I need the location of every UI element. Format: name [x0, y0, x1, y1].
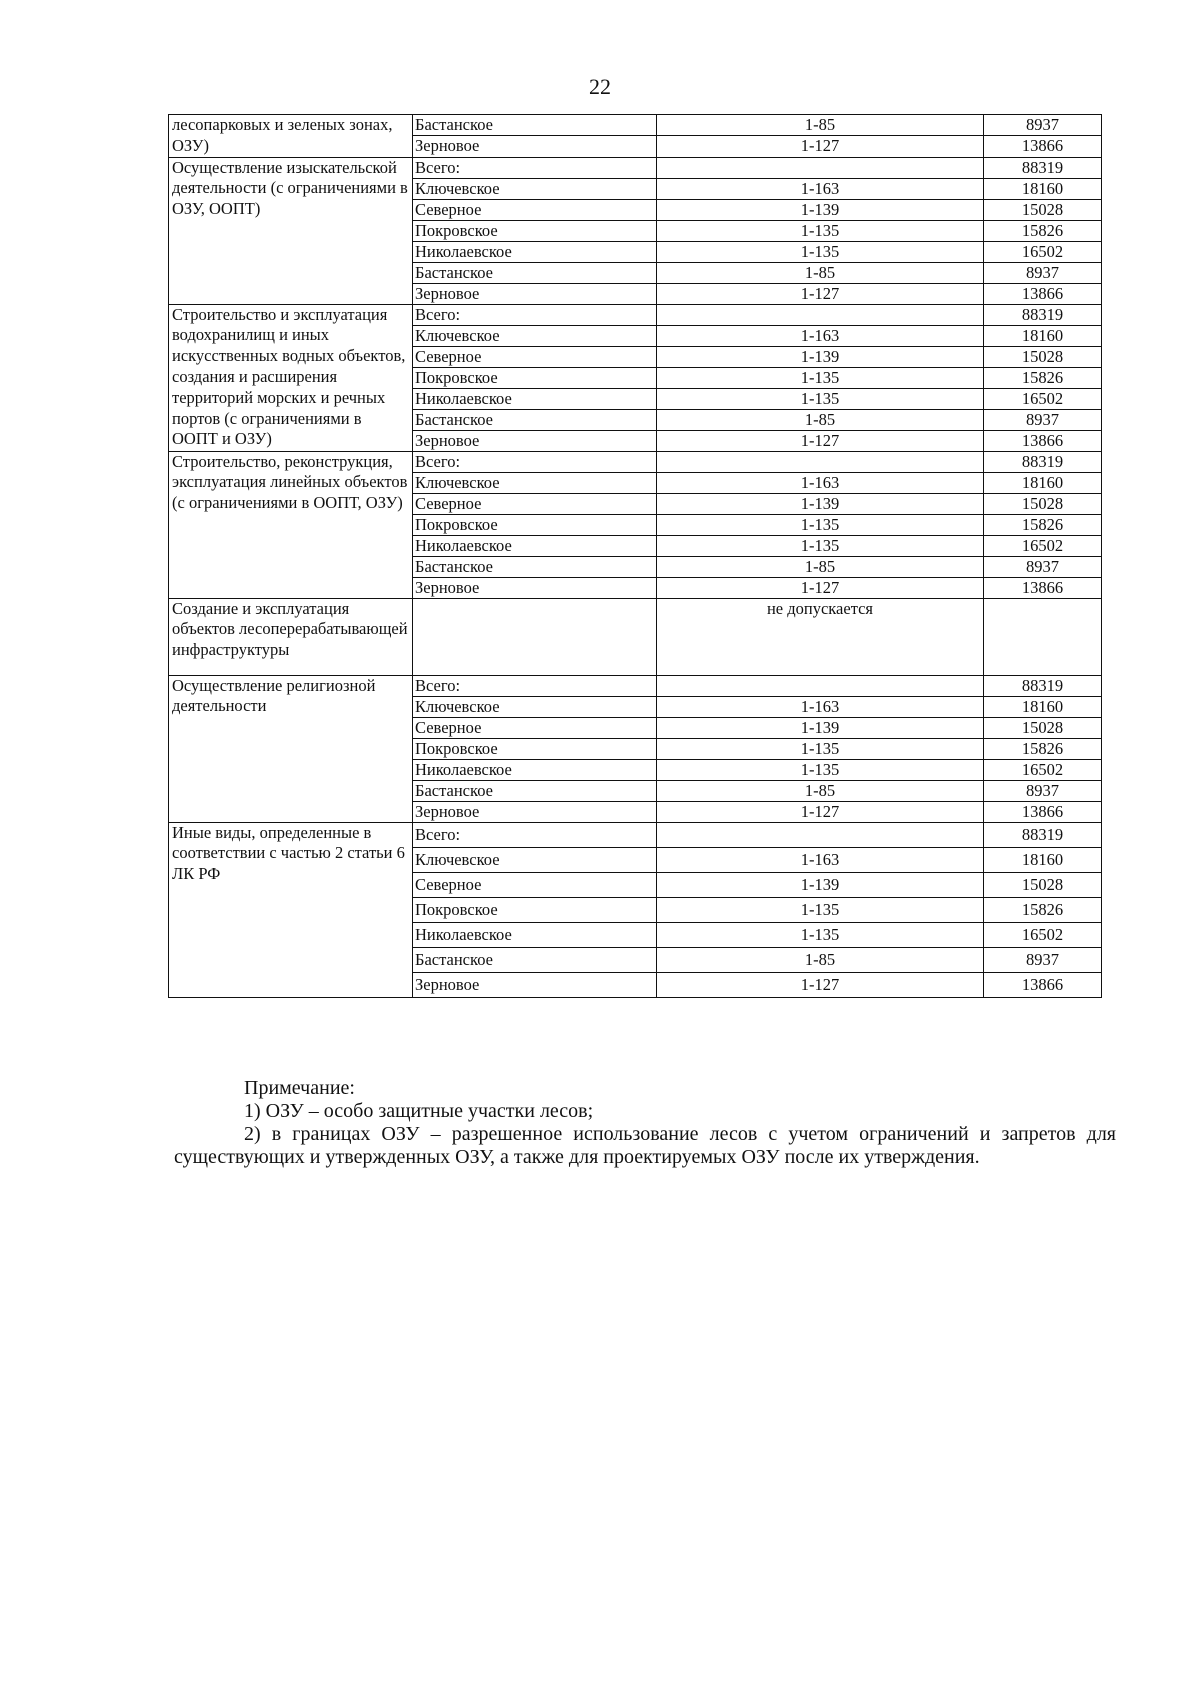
page-number: 22	[589, 74, 611, 99]
forestry-cell: Всего:	[413, 304, 657, 325]
area-cell: 13866	[984, 136, 1102, 157]
table-row	[169, 598, 1102, 675]
quarters-cell: 1-135	[657, 535, 984, 556]
forestry-cell: Северное	[413, 346, 657, 367]
forestry-cell: Бастанское	[413, 947, 657, 972]
quarters-cell: 1-127	[657, 577, 984, 598]
area-cell: 16502	[984, 759, 1102, 780]
forestry-cell: Ключевское	[413, 325, 657, 346]
area-cell: 8937	[984, 115, 1102, 136]
forestry-cell: Северное	[413, 199, 657, 220]
area-cell: 15826	[984, 220, 1102, 241]
area-cell: 16502	[984, 922, 1102, 947]
forestry-cell: Покровское	[413, 514, 657, 535]
note-item-2: 2) в границах ОЗУ – разрешенное использование лесов с учетом ограничений и запретов для существующих и утвержденных ОЗУ, а также для проектируемых ОЗУ после их утверждения.	[174, 1123, 1116, 1168]
forestry-cell: Северное	[413, 872, 657, 897]
area-cell: 88319	[984, 304, 1102, 325]
area-cell: 15826	[984, 367, 1102, 388]
forestry-cell: Всего:	[413, 822, 657, 847]
quarters-cell: 1-139	[657, 872, 984, 897]
area-cell: 88319	[984, 157, 1102, 178]
forestry-cell: Бастанское	[413, 262, 657, 283]
area-cell: 16502	[984, 535, 1102, 556]
table-row	[169, 115, 1102, 136]
quarters-cell: 1-127	[657, 430, 984, 451]
forestry-cell: Зерновое	[413, 283, 657, 304]
area-cell: 88319	[984, 675, 1102, 696]
forestry-cell: Зерновое	[413, 801, 657, 822]
forestry-cell: Зерновое	[413, 577, 657, 598]
area-cell: 18160	[984, 178, 1102, 199]
area-cell: 8937	[984, 780, 1102, 801]
forestry-cell: Зерновое	[413, 972, 657, 997]
quarters-cell: 1-85	[657, 115, 984, 136]
quarters-cell	[657, 304, 984, 325]
area-cell: 18160	[984, 696, 1102, 717]
quarters-cell: 1-163	[657, 472, 984, 493]
quarters-cell: 1-163	[657, 696, 984, 717]
forestry-cell: Всего:	[413, 675, 657, 696]
area-cell: 8937	[984, 262, 1102, 283]
quarters-cell	[657, 157, 984, 178]
forestry-cell: Ключевское	[413, 696, 657, 717]
area-cell: 15028	[984, 199, 1102, 220]
area-cell: 15028	[984, 872, 1102, 897]
quarters-cell: 1-163	[657, 325, 984, 346]
area-cell: 18160	[984, 472, 1102, 493]
notes-title: Примечание:	[244, 1077, 355, 1099]
area-cell: 88319	[984, 822, 1102, 847]
quarters-cell	[657, 451, 984, 472]
forestry-cell: Бастанское	[413, 409, 657, 430]
quarters-cell: 1-85	[657, 262, 984, 283]
forestry-cell: Всего:	[413, 451, 657, 472]
activity-cell: Иные виды, определенные в соответствии с частью 2 статьи 6 ЛК РФ	[169, 822, 413, 997]
forestry-cell	[413, 598, 657, 675]
area-cell: 18160	[984, 847, 1102, 872]
forestry-cell: Всего:	[413, 157, 657, 178]
forestry-cell: Северное	[413, 493, 657, 514]
quarters-cell: 1-139	[657, 199, 984, 220]
area-cell	[984, 598, 1102, 675]
area-cell: 15826	[984, 514, 1102, 535]
quarters-cell: 1-135	[657, 241, 984, 262]
area-cell: 13866	[984, 283, 1102, 304]
activity-cell: Осуществление изыскательской деятельности (с ограничениями в ОЗУ, ООПТ)	[169, 157, 413, 304]
quarters-cell: 1-85	[657, 947, 984, 972]
forestry-cell: Бастанское	[413, 115, 657, 136]
quarters-cell: 1-135	[657, 220, 984, 241]
activity-cell: Осуществление религиозной деятельности	[169, 675, 413, 822]
quarters-cell: 1-127	[657, 972, 984, 997]
table-row	[169, 451, 1102, 472]
forestry-cell: Покровское	[413, 367, 657, 388]
quarters-cell: 1-135	[657, 514, 984, 535]
table-row	[169, 304, 1102, 325]
area-cell: 15826	[984, 738, 1102, 759]
forestry-cell: Николаевское	[413, 922, 657, 947]
forestry-cell: Ключевское	[413, 847, 657, 872]
quarters-cell: 1-85	[657, 780, 984, 801]
activity-cell: Строительство и эксплуатация водохранилищ и иных искусственных водных объектов, создания и расширения территорий морских и речных портов (с ограничениями в ООПТ и ОЗУ)	[169, 304, 413, 451]
area-cell: 15028	[984, 346, 1102, 367]
forestry-cell: Николаевское	[413, 241, 657, 262]
table-row	[169, 157, 1102, 178]
quarters-cell: 1-139	[657, 346, 984, 367]
quarters-cell: 1-127	[657, 801, 984, 822]
forestry-cell: Зерновое	[413, 430, 657, 451]
forestry-cell: Покровское	[413, 220, 657, 241]
forestry-cell: Бастанское	[413, 556, 657, 577]
quarters-cell: 1-127	[657, 136, 984, 157]
area-cell: 15028	[984, 493, 1102, 514]
quarters-cell: 1-139	[657, 717, 984, 738]
area-cell: 15028	[984, 717, 1102, 738]
forestry-cell: Бастанское	[413, 780, 657, 801]
forestry-cell: Николаевское	[413, 388, 657, 409]
quarters-cell: 1-163	[657, 847, 984, 872]
forestry-cell: Покровское	[413, 738, 657, 759]
area-cell: 13866	[984, 801, 1102, 822]
notes-section	[174, 1077, 1116, 1169]
area-cell: 18160	[984, 325, 1102, 346]
quarters-cell	[657, 675, 984, 696]
forestry-cell: Николаевское	[413, 759, 657, 780]
forestry-cell: Николаевское	[413, 535, 657, 556]
area-cell: 13866	[984, 430, 1102, 451]
area-cell: 15826	[984, 897, 1102, 922]
quarters-cell: 1-135	[657, 922, 984, 947]
quarters-cell: 1-85	[657, 556, 984, 577]
note-item-1: 1) ОЗУ – особо защитные участки лесов;	[244, 1100, 594, 1122]
forestry-cell: Северное	[413, 717, 657, 738]
area-cell: 8937	[984, 409, 1102, 430]
forestry-cell: Ключевское	[413, 178, 657, 199]
quarters-cell: 1-135	[657, 897, 984, 922]
not-allowed-cell: не допускается	[657, 598, 984, 675]
quarters-cell: 1-163	[657, 178, 984, 199]
quarters-cell: 1-135	[657, 738, 984, 759]
table-row	[169, 675, 1102, 696]
quarters-cell: 1-85	[657, 409, 984, 430]
forestry-cell: Зерновое	[413, 136, 657, 157]
activity-cell: Создание и эксплуатация объектов лесоперерабатывающей инфраструктуры	[169, 598, 413, 675]
area-cell: 8937	[984, 947, 1102, 972]
area-cell: 16502	[984, 388, 1102, 409]
area-cell: 13866	[984, 972, 1102, 997]
quarters-cell: 1-135	[657, 367, 984, 388]
quarters-cell: 1-135	[657, 388, 984, 409]
forest-use-table	[168, 114, 1102, 998]
quarters-cell: 1-139	[657, 493, 984, 514]
area-cell: 13866	[984, 577, 1102, 598]
table-row	[169, 822, 1102, 847]
forestry-cell: Ключевское	[413, 472, 657, 493]
area-cell: 88319	[984, 451, 1102, 472]
activity-cell: Строительство, реконструкция, эксплуатация линейных объектов (с ограничениями в ООПТ, ОЗУ)	[169, 451, 413, 598]
area-cell: 16502	[984, 241, 1102, 262]
forestry-cell: Покровское	[413, 897, 657, 922]
area-cell: 8937	[984, 556, 1102, 577]
quarters-cell: 1-135	[657, 759, 984, 780]
activity-cell: лесопарковых и зеленых зонах, ОЗУ)	[169, 115, 413, 158]
quarters-cell	[657, 822, 984, 847]
quarters-cell: 1-127	[657, 283, 984, 304]
